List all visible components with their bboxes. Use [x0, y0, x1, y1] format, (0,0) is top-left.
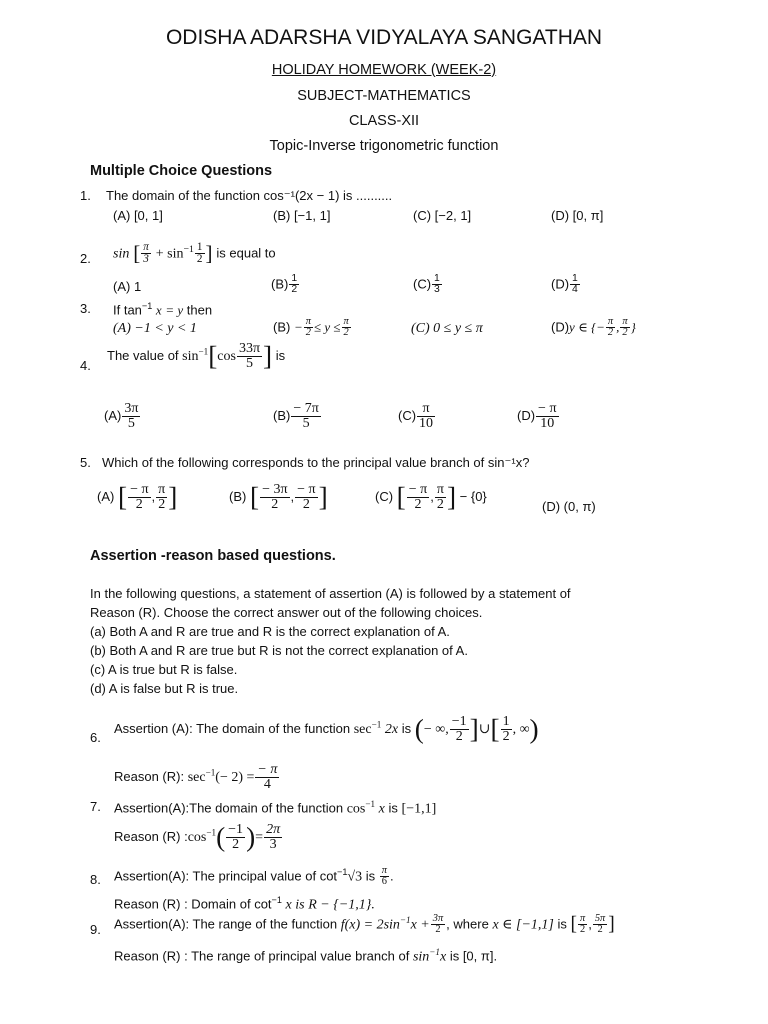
- q1-option-c: (C) [−2, 1]: [413, 208, 472, 223]
- q2-option-d: (D) $\frac{1}{4}$: [551, 273, 578, 296]
- ar-option-c: (c) A is true but R is false.: [90, 662, 238, 677]
- ar-intro-line1: In the following questions, a statement of assertion (A) is followed by a statement of: [90, 586, 571, 601]
- q6-reason: Reason (R): $\sec^{-1}(- 2)$ = $\frac{- \pi}{4}$: [114, 762, 278, 792]
- homework-title: HOLIDAY HOMEWORK (WEEK-2): [271, 62, 497, 78]
- q6-number: 6.: [90, 730, 101, 745]
- q1-option-a: (A) [0, 1]: [113, 208, 163, 223]
- q2-option-c: (C) $\frac{1}{3}$: [413, 273, 440, 296]
- q8-assertion: Assertion(A): The principal value of $\cot^{-1}√3$ is $\frac{\pi}{6}$ .: [114, 865, 394, 888]
- q9-number: 9.: [90, 922, 101, 937]
- class-line: CLASS-XII: [348, 113, 420, 129]
- q9-reason: Reason (R) : The range of principal value branch of $\sin^{-1}x$ is [0, π].: [114, 947, 498, 965]
- q2-number: 2.: [80, 251, 91, 266]
- q2-option-b: (B) $\frac{1}{2}$: [271, 273, 298, 296]
- mcq-heading: Multiple Choice Questions: [90, 163, 273, 179]
- q3-option-a: (A) −1 < y < 1: [113, 321, 197, 336]
- q7-assertion: Assertion(A):The domain of the function $\cos^{-1} x$ is [−1,1]: [114, 799, 437, 817]
- q1-text: The domain of the function cos⁻¹(2x − 1) is ..........: [106, 188, 393, 203]
- subject-line: SUBJECT-MATHEMATICS: [297, 88, 471, 104]
- q7-number: 7.: [90, 799, 101, 814]
- q5-option-d: (D) (0, π): [542, 499, 596, 514]
- q3-text: If $\tan^{-1} x = y$ then: [113, 301, 213, 318]
- q1-number: 1.: [80, 188, 91, 203]
- q5-number: 5.: [80, 455, 91, 470]
- q1-option-d: (D) [0, π]: [551, 208, 604, 223]
- q7-reason: Reason (R) $:\cos^{-1}$( $\frac{-1}{2}$ )= $\frac{2\pi}{3}$: [114, 821, 281, 852]
- q4-option-a: (A) $\frac{3\pi}{5}$: [104, 401, 139, 431]
- q5-option-b: (B) [ $\frac{- 3\pi}{2}$ , $\frac{- \pi}{2}$ ]: [229, 481, 328, 512]
- q2-expression: sin [ $\frac{\pi}{3}$ + $\sin^{-1}$ $\frac{1}{2}$ ] is equal to: [113, 241, 276, 266]
- ar-intro-line2: Reason (R). Choose the correct answer out of the following choices.: [90, 605, 483, 620]
- q4-expression: The value of $\sin^{-1}[\cos$ $\frac{33\pi}{5}$ ] is: [107, 340, 286, 371]
- q8-reason: Reason (R) : Domain of $\cot^{-1} x$ is R − {−1,1}.: [114, 895, 375, 913]
- topic-line: Topic-Inverse trigonometric function: [269, 138, 499, 154]
- q1-option-b: (B) [−1, 1]: [273, 208, 331, 223]
- q5-text: Which of the following corresponds to the principal value branch of sin⁻¹x?: [102, 455, 530, 470]
- q4-option-b: (B) $\frac{- 7\pi}{5}$: [273, 401, 319, 431]
- q6-assertion: Assertion (A): The domain of the function $\sec^{-1} 2x$ is (− ∞, $\frac{-1}{2}$ ]∪[ $\frac{1}{2}$ , ∞): [114, 713, 539, 744]
- school-title: ODISHA ADARSHA VIDYALAYA SANGATHAN: [165, 26, 603, 49]
- assertion-heading: Assertion -reason based questions.: [90, 548, 336, 564]
- q5-option-a: (A) [ $\frac{- \pi}{2}$ , $\frac{\pi}{2}$ ]: [97, 481, 178, 512]
- q3-option-b: (B) − $\frac{\pi}{2}$ ≤ y ≤ $\frac{\pi}{2}$: [273, 316, 349, 339]
- q4-option-d: (D) $\frac{- \pi}{10}$: [517, 401, 557, 431]
- q8-number: 8.: [90, 872, 101, 887]
- q2-option-a: (A) 1: [113, 279, 142, 294]
- q3-number: 3.: [80, 301, 91, 316]
- q4-option-c: (C) $\frac{\pi}{10}$: [398, 401, 434, 431]
- q5-option-c: (C) [ $\frac{- \pi}{2}$ , $\frac{\pi}{2}$ ] − {0}: [375, 481, 487, 512]
- ar-option-a: (a) Both A and R are true and R is the correct explanation of A.: [90, 624, 450, 639]
- q3-option-c: (C) 0 ≤ y ≤ π: [411, 321, 483, 336]
- ar-option-b: (b) Both A and R are true but R is not the correct explanation of A.: [90, 643, 468, 658]
- ar-option-d: (d) A is false but R is true.: [90, 681, 239, 696]
- q9-assertion: Assertion(A): The range of the function $f(x) = 2\sin^{-1}x$ + $\frac{3\pi}{2}$ , where x ∈ [−1,1] is [ $\frac{\pi}{2}$ , $\frac{5\pi}{2}$ ]: [114, 913, 615, 936]
- q4-number: 4.: [80, 358, 91, 373]
- q3-option-d: (D)y ∈ {− $\frac{\pi}{2}$ , $\frac{\pi}{2}$ }: [551, 316, 636, 339]
